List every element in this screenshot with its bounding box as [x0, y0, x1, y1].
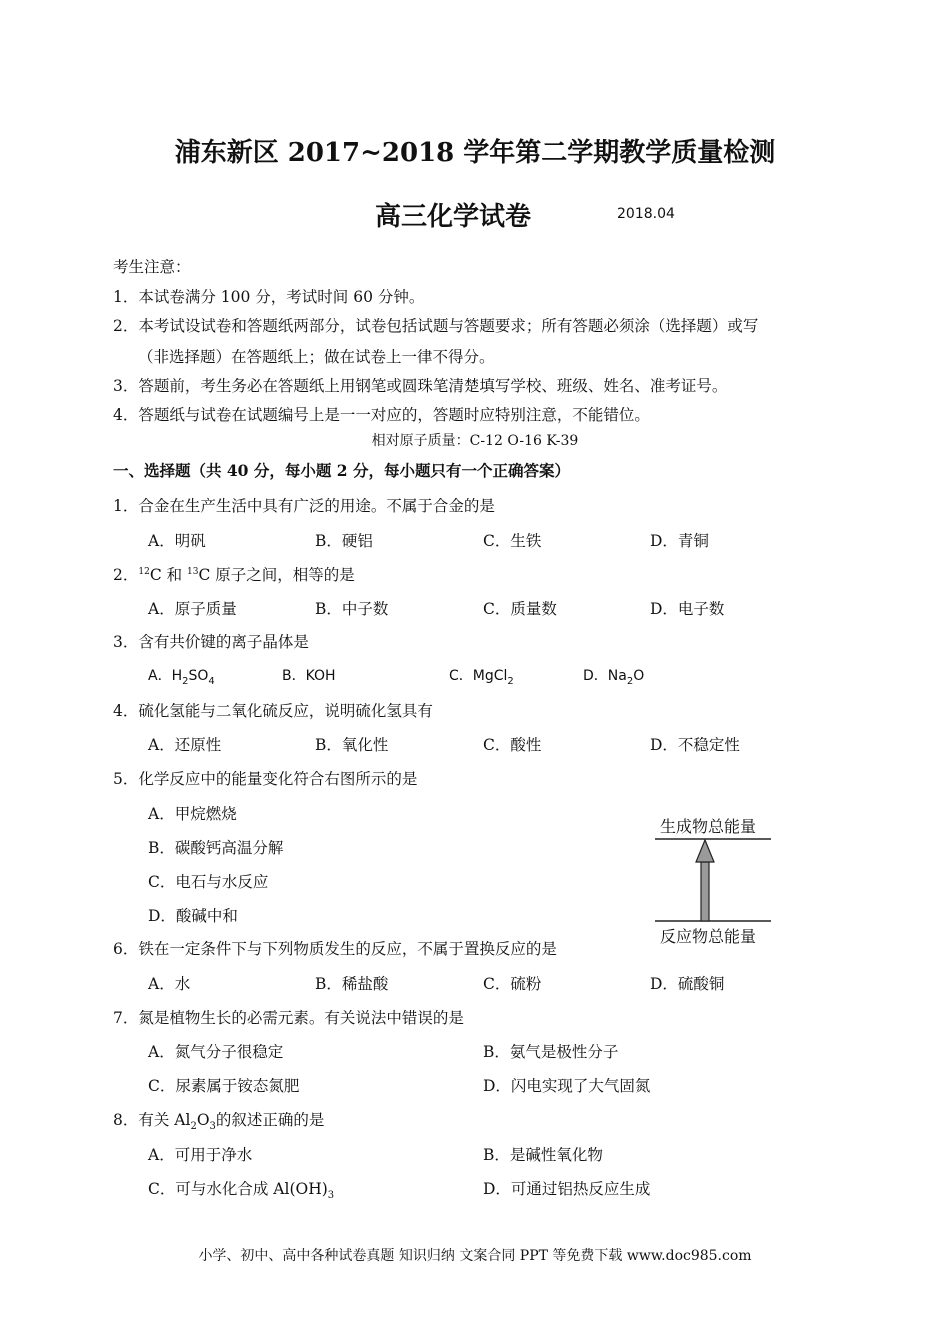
q6-option-d: D．硫酸铜 — [650, 975, 725, 993]
q4-option-b: B．氧化性 — [315, 736, 389, 754]
exam-title: 浦东新区 2017~2018 学年第二学期教学质量检测 — [174, 138, 776, 168]
q5-option-a: A．甲烷燃烧 — [148, 805, 237, 823]
notice-heading: 考生注意： — [113, 258, 191, 276]
q5-option-d: D．酸碱中和 — [148, 907, 238, 925]
question-8-stem: 8．有关 $Al_2O_3$的叙述正确的是 — [113, 1111, 325, 1133]
q1-option-c: C．生铁 — [483, 532, 542, 550]
question-3-stem: 3．含有共价键的离子晶体是 — [113, 633, 309, 651]
q4-option-a: A．还原性 — [148, 736, 222, 754]
q8-option-c: C．可与水化合成 $Al(OH)_3$ — [148, 1180, 335, 1202]
q7-option-d: D．闪电实现了大气固氮 — [483, 1077, 651, 1095]
notice-item: 2．本考试设试卷和答题纸两部分，试卷包括试题与答题要求；所有答题必须涂（选择题）或写 — [113, 317, 759, 335]
q4-option-d: D．不稳定性 — [650, 736, 740, 754]
q3-option-b: B．KOH — [282, 668, 336, 684]
q5-option-b: B．碳酸钙高温分解 — [148, 839, 284, 857]
footer-text: 小学、初中、高中各种试卷真题 知识归纳 文案合同 PPT 等免费下载 www.doc985.com — [198, 1248, 752, 1264]
q3-option-c: C．MgCl$_2$ — [449, 668, 514, 687]
q2-option-a: A．原子质量 — [148, 600, 237, 618]
q5-option-c: C．电石与水反应 — [148, 873, 269, 891]
energy-diagram — [655, 812, 775, 947]
q6-option-a: A．水 — [148, 975, 191, 993]
notice-item: （非选择题）在答题纸上；做在试卷上一律不得分。 — [138, 348, 495, 366]
atomic-masses: 相对原子质量：C-12 O-16 K-39 — [371, 433, 579, 449]
q1-option-d: D．青铜 — [650, 532, 709, 550]
q4-option-c: C．酸性 — [483, 736, 542, 754]
diagram-top-label: 生成物总能量 — [660, 817, 757, 836]
q1-option-a: A．明矾 — [148, 532, 206, 550]
up-arrow-icon — [696, 840, 714, 862]
question-7-stem: 7．氮是植物生长的必需元素。有关说法中错误的是 — [113, 1009, 464, 1027]
question-2-stem: 2．$^{12}$C 和 $^{13}$C 原子之间，相等的是 — [113, 566, 355, 584]
q6-option-c: C．硫粉 — [483, 975, 542, 993]
q1-option-b: B．硬铝 — [315, 532, 373, 550]
q3-option-d: D．$Na_2O$ — [583, 668, 645, 687]
q2-option-c: C．质量数 — [483, 600, 557, 618]
notice-item: 4．答题纸与试卷在试题编号上是一一对应的，答题时应特别注意，不能错位。 — [113, 406, 650, 424]
diagram-bottom-label: 反应物总能量 — [660, 927, 757, 946]
exam-date: 2018.04 — [617, 206, 675, 222]
q3-option-a: A．$H_2SO_4$ — [148, 668, 215, 687]
q8-option-b: B．是碱性氧化物 — [483, 1146, 603, 1164]
q8-option-d: D．可通过铝热反应生成 — [483, 1180, 651, 1198]
question-4-stem: 4．硫化氢能与二氧化硫反应，说明硫化氢具有 — [113, 702, 433, 720]
q7-option-a: A．氮气分子很稳定 — [148, 1043, 284, 1061]
notice-item: 3．答题前，考生务必在答题纸上用钢笔或圆珠笔清楚填写学校、班级、姓名、准考证号。 — [113, 377, 728, 395]
q8-option-a: A．可用于净水 — [148, 1146, 253, 1164]
section-heading: 一、选择题（共 40 分，每小题 2 分，每小题只有一个正确答案） — [113, 461, 570, 480]
arrow-shaft — [701, 862, 709, 921]
q6-option-b: B．稀盐酸 — [315, 975, 389, 993]
question-6-stem: 6．铁在一定条件下与下列物质发生的反应，不属于置换反应的是 — [113, 940, 557, 958]
q7-option-c: C．尿素属于铵态氮肥 — [148, 1077, 300, 1095]
exam-subtitle: 高三化学试卷 — [375, 202, 532, 232]
q2-option-d: D．电子数 — [650, 600, 725, 618]
q2-option-b: B．中子数 — [315, 600, 389, 618]
question-1-stem: 1．合金在生产生活中具有广泛的用途。不属于合金的是 — [113, 497, 495, 515]
q7-option-b: B．氨气是极性分子 — [483, 1043, 619, 1061]
question-5-stem: 5．化学反应中的能量变化符合右图所示的是 — [113, 770, 418, 788]
notice-item: 1．本试卷满分 100 分，考试时间 60 分钟。 — [113, 288, 425, 306]
